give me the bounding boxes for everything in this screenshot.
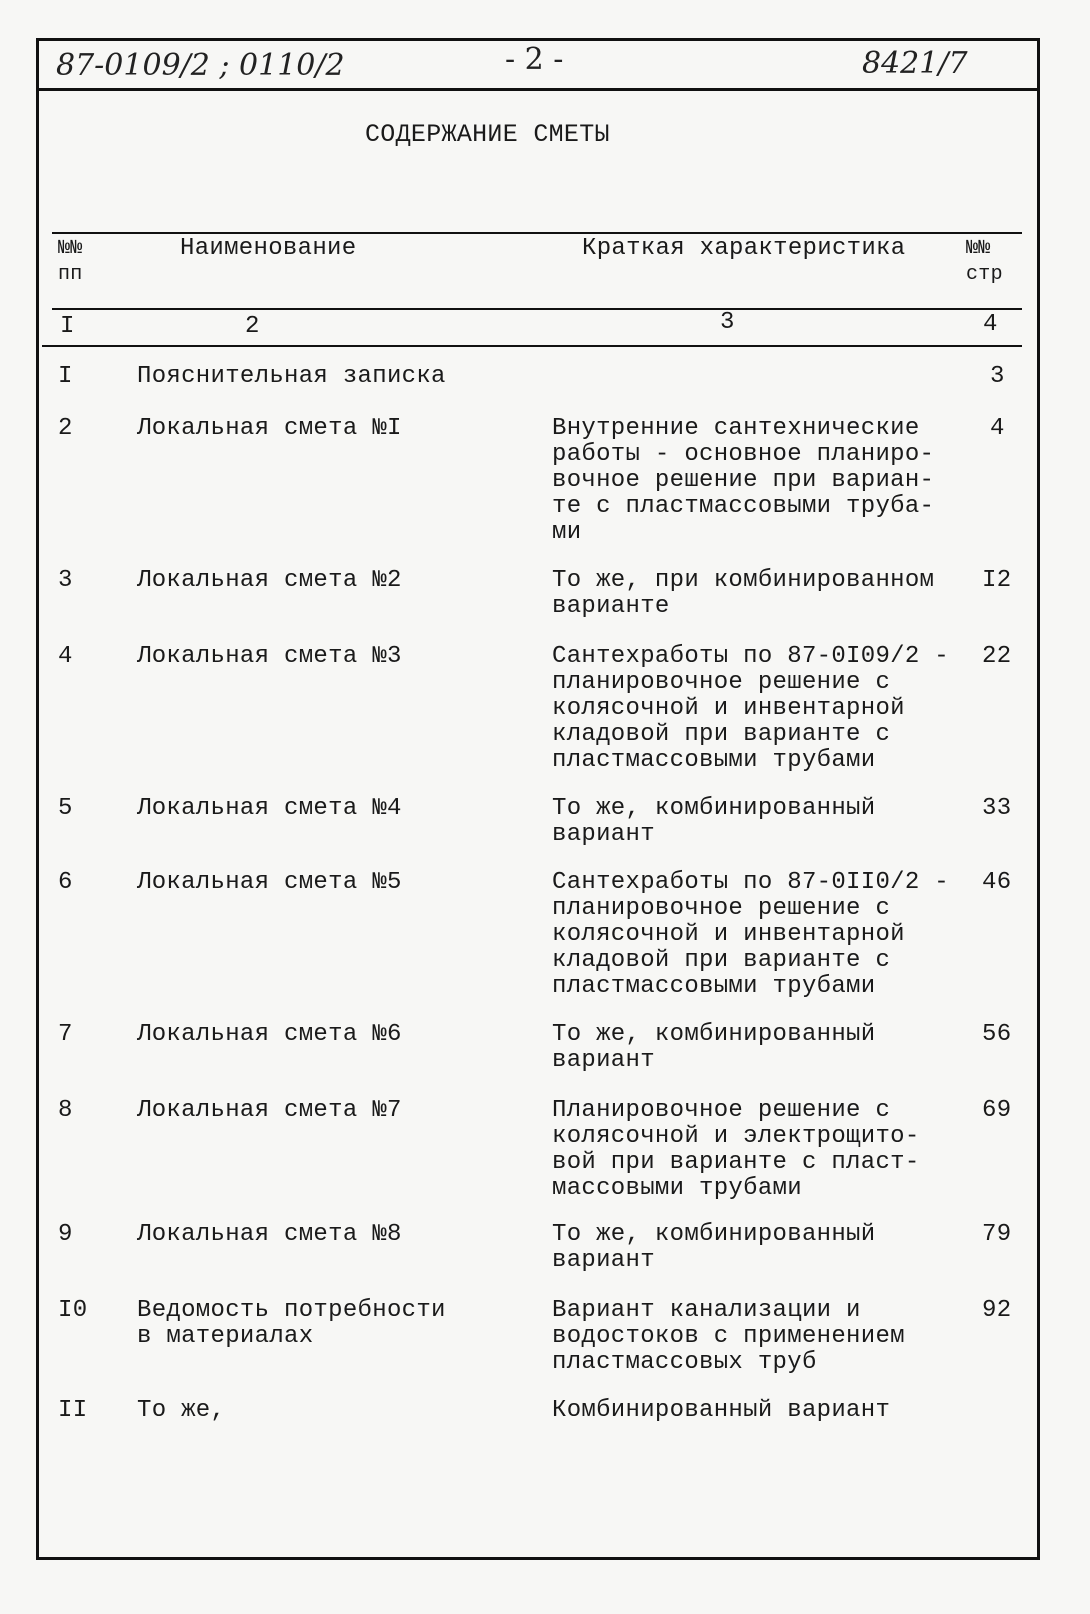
row-page: I2 [982, 567, 1012, 594]
column-number-3: 3 [720, 309, 735, 336]
row-name: Локальная смета №4 [137, 795, 402, 822]
row-description: То же, комбинированный вариант [552, 795, 876, 848]
row-page: 46 [982, 869, 1012, 896]
row-number: II [58, 1397, 88, 1424]
row-page: 33 [982, 795, 1012, 822]
row-number: 7 [58, 1021, 73, 1048]
row-description: Планировочное решение с колясочной и электрощито- вой при варианте с пласт- массовыми трубами [552, 1097, 920, 1202]
row-number: 9 [58, 1221, 73, 1248]
row-description: То же, комбинированный вариант [552, 1021, 876, 1074]
page-title: СОДЕРЖАНИЕ СМЕТЫ [365, 120, 610, 149]
row-description: То же, комбинированный вариант [552, 1221, 876, 1274]
row-name: Локальная смета №I [137, 415, 402, 442]
column-header-num: №№ пп [58, 237, 83, 286]
column-number-1: I [60, 313, 75, 340]
row-name: То же, [137, 1397, 226, 1424]
row-name: Локальная смета №2 [137, 567, 402, 594]
document-codes: 87-0109/2 ; 0110/2 [56, 48, 345, 83]
row-name: Пояснительная записка [137, 363, 446, 390]
reference-number: 8421/7 [862, 46, 968, 81]
column-header-name: Наименование [180, 235, 357, 262]
row-name: Локальная смета №5 [137, 869, 402, 896]
row-number: 2 [58, 415, 73, 442]
column-numbers-rule [42, 345, 1022, 347]
row-number: I0 [58, 1297, 88, 1324]
row-description: Сантехработы по 87-0II0/2 - планировочное решение с колясочной и инвентарной кладовой при варианте с пластмассовыми трубами [552, 869, 949, 1000]
column-number-2: 2 [245, 313, 260, 340]
row-name: Локальная смета №6 [137, 1021, 402, 1048]
header-rule [52, 308, 1022, 310]
row-page: 4 [990, 415, 1005, 442]
row-name: Локальная смета №3 [137, 643, 402, 670]
row-name: Локальная смета №7 [137, 1097, 402, 1124]
row-name: Локальная смета №8 [137, 1221, 402, 1248]
column-header-desc: Краткая характеристика [582, 235, 906, 262]
row-page: 92 [982, 1297, 1012, 1324]
row-number: 8 [58, 1097, 73, 1124]
row-name: Ведомость потребности в материалах [137, 1297, 446, 1350]
row-description: То же, при комбинированном варианте [552, 567, 935, 620]
row-number: 5 [58, 795, 73, 822]
row-number: 6 [58, 869, 73, 896]
row-page: 3 [990, 363, 1005, 390]
table-top-rule [52, 232, 1022, 234]
row-page: 69 [982, 1097, 1012, 1124]
row-description: Сантехработы по 87-0I09/2 - планировочное решение с колясочной и инвентарной кладовой при варианте с пластмассовыми трубами [552, 643, 949, 774]
row-page: 56 [982, 1021, 1012, 1048]
row-description: Вариант канализации и водостоков с применением пластмассовых труб [552, 1297, 905, 1376]
column-number-4: 4 [983, 311, 998, 338]
header-divider [36, 88, 1040, 91]
row-page: 22 [982, 643, 1012, 670]
row-description: Внутренние сантехнические работы - основное планиро- вочное решение при вариан- те с пластмассовыми труба- ми [552, 415, 935, 546]
row-description: Комбинированный вариант [552, 1397, 891, 1424]
row-number: 4 [58, 643, 73, 670]
row-page: 79 [982, 1221, 1012, 1248]
column-header-page: №№ стр [966, 237, 1003, 286]
page-marker: - 2 - [505, 42, 564, 77]
row-number: 3 [58, 567, 73, 594]
row-number: I [58, 363, 73, 390]
